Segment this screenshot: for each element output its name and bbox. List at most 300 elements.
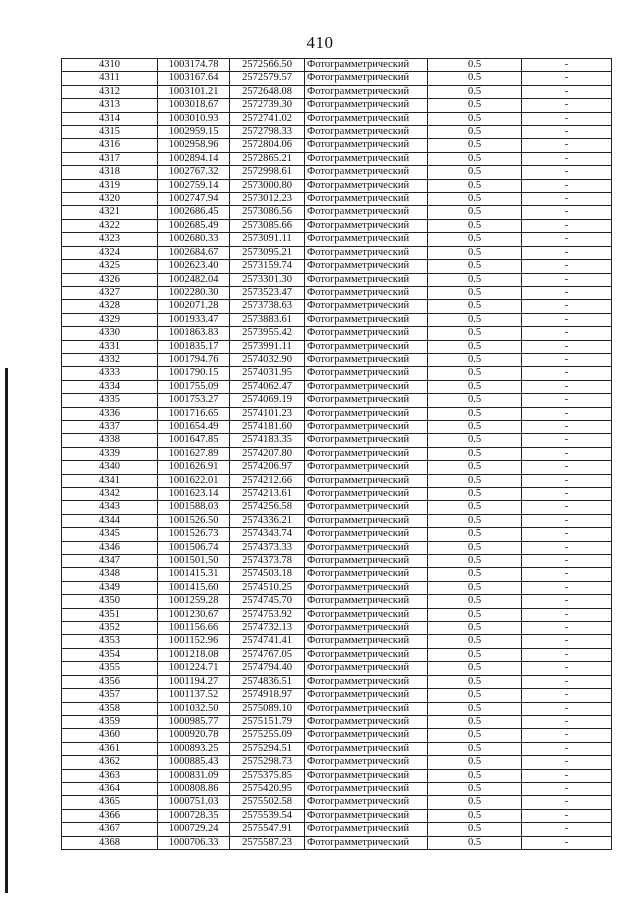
x-coordinate-cell: 1002623.40 <box>158 260 230 273</box>
y-coordinate-cell: 2574836.51 <box>230 675 305 688</box>
point-number-cell: 4366 <box>62 809 158 822</box>
y-coordinate-cell: 2574206.97 <box>230 461 305 474</box>
method-cell: Фотограмметрический <box>305 555 428 568</box>
margin-scan-bar <box>5 368 8 893</box>
method-cell: Фотограмметрический <box>305 233 428 246</box>
accuracy-cell: 0.5 <box>428 112 522 125</box>
table-row <box>62 139 612 152</box>
y-coordinate-cell: 2574745.70 <box>230 595 305 608</box>
y-coordinate-cell: 2572798.33 <box>230 126 305 139</box>
point-number-cell: 4331 <box>62 340 158 353</box>
x-coordinate-cell: 1000893.25 <box>158 742 230 755</box>
x-coordinate-cell: 1003010.93 <box>158 112 230 125</box>
point-number-cell: 4341 <box>62 474 158 487</box>
method-cell: Фотограмметрический <box>305 836 428 849</box>
y-coordinate-cell: 2573086.56 <box>230 206 305 219</box>
note-cell: - <box>522 380 612 393</box>
accuracy-cell: 0.5 <box>428 233 522 246</box>
point-number-cell: 4323 <box>62 233 158 246</box>
x-coordinate-cell: 1001218.08 <box>158 648 230 661</box>
note-cell: - <box>522 595 612 608</box>
table-row <box>62 769 612 782</box>
coordinates-table <box>61 58 612 850</box>
table-row <box>62 595 612 608</box>
method-cell: Фотограмметрический <box>305 715 428 728</box>
method-cell: Фотограмметрический <box>305 622 428 635</box>
accuracy-cell: 0.5 <box>428 139 522 152</box>
method-cell: Фотограмметрический <box>305 85 428 98</box>
point-number-cell: 4320 <box>62 193 158 206</box>
note-cell: - <box>522 488 612 501</box>
y-coordinate-cell: 2574032.90 <box>230 353 305 366</box>
x-coordinate-cell: 1001224.71 <box>158 662 230 675</box>
x-coordinate-cell: 1001194.27 <box>158 675 230 688</box>
method-cell: Фотограмметрический <box>305 756 428 769</box>
note-cell: - <box>522 742 612 755</box>
point-number-cell: 4338 <box>62 434 158 447</box>
point-number-cell: 4316 <box>62 139 158 152</box>
point-number-cell: 4346 <box>62 541 158 554</box>
table-row <box>62 555 612 568</box>
note-cell: - <box>522 608 612 621</box>
table-row <box>62 327 612 340</box>
table-row <box>62 233 612 246</box>
y-coordinate-cell: 2574213.61 <box>230 488 305 501</box>
accuracy-cell: 0.5 <box>428 622 522 635</box>
method-cell: Фотограмметрический <box>305 689 428 702</box>
y-coordinate-cell: 2573000.80 <box>230 179 305 192</box>
table-row <box>62 742 612 755</box>
point-number-cell: 4328 <box>62 300 158 313</box>
table-row <box>62 581 612 594</box>
x-coordinate-cell: 1001230.67 <box>158 608 230 621</box>
point-number-cell: 4358 <box>62 702 158 715</box>
y-coordinate-cell: 2572998.61 <box>230 166 305 179</box>
table-row <box>62 260 612 273</box>
point-number-cell: 4356 <box>62 675 158 688</box>
y-coordinate-cell: 2574183.35 <box>230 434 305 447</box>
accuracy-cell: 0.5 <box>428 420 522 433</box>
y-coordinate-cell: 2574336.21 <box>230 514 305 527</box>
method-cell: Фотограмметрический <box>305 514 428 527</box>
note-cell: - <box>522 622 612 635</box>
point-number-cell: 4368 <box>62 836 158 849</box>
x-coordinate-cell: 1001794.76 <box>158 353 230 366</box>
method-cell: Фотограмметрический <box>305 59 428 72</box>
point-number-cell: 4361 <box>62 742 158 755</box>
method-cell: Фотограмметрический <box>305 581 428 594</box>
y-coordinate-cell: 2573523.47 <box>230 286 305 299</box>
table-row <box>62 99 612 112</box>
point-number-cell: 4340 <box>62 461 158 474</box>
note-cell: - <box>522 823 612 836</box>
note-cell: - <box>522 300 612 313</box>
point-number-cell: 4365 <box>62 796 158 809</box>
point-number-cell: 4325 <box>62 260 158 273</box>
x-coordinate-cell: 1000985.77 <box>158 715 230 728</box>
accuracy-cell: 0.5 <box>428 59 522 72</box>
y-coordinate-cell: 2572865.21 <box>230 152 305 165</box>
table-row <box>62 380 612 393</box>
point-number-cell: 4360 <box>62 729 158 742</box>
y-coordinate-cell: 2573012.23 <box>230 193 305 206</box>
x-coordinate-cell: 1002686.45 <box>158 206 230 219</box>
y-coordinate-cell: 2574069.19 <box>230 394 305 407</box>
y-coordinate-cell: 2574062.47 <box>230 380 305 393</box>
accuracy-cell: 0.5 <box>428 246 522 259</box>
note-cell: - <box>522 769 612 782</box>
point-number-cell: 4317 <box>62 152 158 165</box>
accuracy-cell: 0.5 <box>428 447 522 460</box>
y-coordinate-cell: 2572739.30 <box>230 99 305 112</box>
accuracy-cell: 0.5 <box>428 501 522 514</box>
x-coordinate-cell: 1002482.04 <box>158 273 230 286</box>
x-coordinate-cell: 1003167.64 <box>158 72 230 85</box>
table-row <box>62 635 612 648</box>
accuracy-cell: 0.5 <box>428 367 522 380</box>
y-coordinate-cell: 2575547.91 <box>230 823 305 836</box>
x-coordinate-cell: 1003018.67 <box>158 99 230 112</box>
y-coordinate-cell: 2574373.33 <box>230 541 305 554</box>
accuracy-cell: 0.5 <box>428 581 522 594</box>
y-coordinate-cell: 2574753.92 <box>230 608 305 621</box>
point-number-cell: 4311 <box>62 72 158 85</box>
note-cell: - <box>522 528 612 541</box>
point-number-cell: 4327 <box>62 286 158 299</box>
accuracy-cell: 0.5 <box>428 595 522 608</box>
note-cell: - <box>522 313 612 326</box>
point-number-cell: 4367 <box>62 823 158 836</box>
accuracy-cell: 0.5 <box>428 273 522 286</box>
y-coordinate-cell: 2572566.50 <box>230 59 305 72</box>
accuracy-cell: 0.5 <box>428 179 522 192</box>
accuracy-cell: 0.5 <box>428 702 522 715</box>
method-cell: Фотограмметрический <box>305 72 428 85</box>
accuracy-cell: 0.5 <box>428 675 522 688</box>
method-cell: Фотограмметрический <box>305 420 428 433</box>
x-coordinate-cell: 1001647.85 <box>158 434 230 447</box>
method-cell: Фотограмметрический <box>305 313 428 326</box>
point-number-cell: 4319 <box>62 179 158 192</box>
y-coordinate-cell: 2573991.11 <box>230 340 305 353</box>
x-coordinate-cell: 1000729.24 <box>158 823 230 836</box>
table-row <box>62 541 612 554</box>
table-row <box>62 394 612 407</box>
point-number-cell: 4362 <box>62 756 158 769</box>
note-cell: - <box>522 434 612 447</box>
point-number-cell: 4310 <box>62 59 158 72</box>
x-coordinate-cell: 1000808.86 <box>158 782 230 795</box>
x-coordinate-cell: 1002759.14 <box>158 179 230 192</box>
accuracy-cell: 0.5 <box>428 662 522 675</box>
point-number-cell: 4332 <box>62 353 158 366</box>
table-row <box>62 179 612 192</box>
point-number-cell: 4333 <box>62 367 158 380</box>
y-coordinate-cell: 2575539.54 <box>230 809 305 822</box>
method-cell: Фотограмметрический <box>305 662 428 675</box>
note-cell: - <box>522 327 612 340</box>
accuracy-cell: 0.5 <box>428 152 522 165</box>
x-coordinate-cell: 1003174.78 <box>158 59 230 72</box>
method-cell: Фотограмметрический <box>305 246 428 259</box>
y-coordinate-cell: 2573301.30 <box>230 273 305 286</box>
method-cell: Фотограмметрический <box>305 461 428 474</box>
x-coordinate-cell: 1002280.30 <box>158 286 230 299</box>
x-coordinate-cell: 1001415.31 <box>158 568 230 581</box>
point-number-cell: 4322 <box>62 219 158 232</box>
y-coordinate-cell: 2574212.66 <box>230 474 305 487</box>
point-number-cell: 4343 <box>62 501 158 514</box>
point-number-cell: 4326 <box>62 273 158 286</box>
accuracy-cell: 0.5 <box>428 608 522 621</box>
y-coordinate-cell: 2574373.78 <box>230 555 305 568</box>
point-number-cell: 4336 <box>62 407 158 420</box>
note-cell: - <box>522 715 612 728</box>
method-cell: Фотограмметрический <box>305 300 428 313</box>
y-coordinate-cell: 2573883.61 <box>230 313 305 326</box>
table-row <box>62 367 612 380</box>
method-cell: Фотограмметрический <box>305 139 428 152</box>
method-cell: Фотограмметрический <box>305 407 428 420</box>
y-coordinate-cell: 2574732.13 <box>230 622 305 635</box>
x-coordinate-cell: 1002680.33 <box>158 233 230 246</box>
accuracy-cell: 0.5 <box>428 353 522 366</box>
y-coordinate-cell: 2573091.11 <box>230 233 305 246</box>
method-cell: Фотограмметрический <box>305 675 428 688</box>
accuracy-cell: 0.5 <box>428 796 522 809</box>
note-cell: - <box>522 675 612 688</box>
table-row <box>62 675 612 688</box>
point-number-cell: 4334 <box>62 380 158 393</box>
y-coordinate-cell: 2573159.74 <box>230 260 305 273</box>
x-coordinate-cell: 1001588.03 <box>158 501 230 514</box>
page-number: 410 <box>306 33 334 52</box>
note-cell: - <box>522 353 612 366</box>
x-coordinate-cell: 1002684.67 <box>158 246 230 259</box>
x-coordinate-cell: 1003101.21 <box>158 85 230 98</box>
y-coordinate-cell: 2575089.10 <box>230 702 305 715</box>
method-cell: Фотограмметрический <box>305 635 428 648</box>
table-row <box>62 461 612 474</box>
table-row <box>62 474 612 487</box>
table-row <box>62 273 612 286</box>
table-row <box>62 823 612 836</box>
note-cell: - <box>522 166 612 179</box>
method-cell: Фотограмметрический <box>305 796 428 809</box>
note-cell: - <box>522 59 612 72</box>
method-cell: Фотограмметрический <box>305 729 428 742</box>
point-number-cell: 4363 <box>62 769 158 782</box>
y-coordinate-cell: 2574101.23 <box>230 407 305 420</box>
method-cell: Фотограмметрический <box>305 273 428 286</box>
x-coordinate-cell: 1000751.03 <box>158 796 230 809</box>
accuracy-cell: 0.5 <box>428 193 522 206</box>
accuracy-cell: 0.5 <box>428 126 522 139</box>
table-row <box>62 715 612 728</box>
note-cell: - <box>522 809 612 822</box>
table-row <box>62 85 612 98</box>
point-number-cell: 4354 <box>62 648 158 661</box>
accuracy-cell: 0.5 <box>428 85 522 98</box>
point-number-cell: 4347 <box>62 555 158 568</box>
point-number-cell: 4345 <box>62 528 158 541</box>
x-coordinate-cell: 1002959.15 <box>158 126 230 139</box>
accuracy-cell: 0.5 <box>428 434 522 447</box>
y-coordinate-cell: 2573085.66 <box>230 219 305 232</box>
accuracy-cell: 0.5 <box>428 407 522 420</box>
note-cell: - <box>522 662 612 675</box>
method-cell: Фотограмметрический <box>305 782 428 795</box>
method-cell: Фотограмметрический <box>305 112 428 125</box>
method-cell: Фотограмметрический <box>305 394 428 407</box>
accuracy-cell: 0.5 <box>428 461 522 474</box>
note-cell: - <box>522 260 612 273</box>
y-coordinate-cell: 2573738.63 <box>230 300 305 313</box>
table-row <box>62 434 612 447</box>
point-number-cell: 4312 <box>62 85 158 98</box>
point-number-cell: 4348 <box>62 568 158 581</box>
table-row <box>62 353 612 366</box>
note-cell: - <box>522 179 612 192</box>
method-cell: Фотограмметрический <box>305 166 428 179</box>
table-row <box>62 59 612 72</box>
point-number-cell: 4359 <box>62 715 158 728</box>
note-cell: - <box>522 635 612 648</box>
x-coordinate-cell: 1001526.73 <box>158 528 230 541</box>
table-row <box>62 622 612 635</box>
point-number-cell: 4318 <box>62 166 158 179</box>
y-coordinate-cell: 2572741.02 <box>230 112 305 125</box>
table-row <box>62 72 612 85</box>
y-coordinate-cell: 2574510.25 <box>230 581 305 594</box>
note-cell: - <box>522 126 612 139</box>
method-cell: Фотограмметрический <box>305 648 428 661</box>
x-coordinate-cell: 1000920.78 <box>158 729 230 742</box>
accuracy-cell: 0.5 <box>428 689 522 702</box>
point-number-cell: 4315 <box>62 126 158 139</box>
x-coordinate-cell: 1000728.35 <box>158 809 230 822</box>
method-cell: Фотограмметрический <box>305 367 428 380</box>
point-number-cell: 4349 <box>62 581 158 594</box>
note-cell: - <box>522 367 612 380</box>
y-coordinate-cell: 2573955.42 <box>230 327 305 340</box>
point-number-cell: 4357 <box>62 689 158 702</box>
note-cell: - <box>522 193 612 206</box>
y-coordinate-cell: 2574181.60 <box>230 420 305 433</box>
y-coordinate-cell: 2574031.95 <box>230 367 305 380</box>
note-cell: - <box>522 219 612 232</box>
x-coordinate-cell: 1000831.09 <box>158 769 230 782</box>
method-cell: Фотограмметрический <box>305 206 428 219</box>
point-number-cell: 4350 <box>62 595 158 608</box>
table-row <box>62 126 612 139</box>
x-coordinate-cell: 1000706.33 <box>158 836 230 849</box>
note-cell: - <box>522 233 612 246</box>
table-row <box>62 193 612 206</box>
table-row <box>62 702 612 715</box>
table-row <box>62 313 612 326</box>
table-row <box>62 836 612 849</box>
method-cell: Фотограмметрический <box>305 809 428 822</box>
table-row <box>62 514 612 527</box>
accuracy-cell: 0.5 <box>428 729 522 742</box>
table-row <box>62 488 612 501</box>
note-cell: - <box>522 782 612 795</box>
method-cell: Фотограмметрический <box>305 126 428 139</box>
note-cell: - <box>522 340 612 353</box>
accuracy-cell: 0.5 <box>428 715 522 728</box>
y-coordinate-cell: 2572648.08 <box>230 85 305 98</box>
y-coordinate-cell: 2575502.58 <box>230 796 305 809</box>
accuracy-cell: 0.5 <box>428 514 522 527</box>
x-coordinate-cell: 1002685.49 <box>158 219 230 232</box>
y-coordinate-cell: 2572579.57 <box>230 72 305 85</box>
accuracy-cell: 0.5 <box>428 782 522 795</box>
x-coordinate-cell: 1002894.14 <box>158 152 230 165</box>
table-row <box>62 608 612 621</box>
accuracy-cell: 0.5 <box>428 260 522 273</box>
method-cell: Фотограмметрический <box>305 474 428 487</box>
x-coordinate-cell: 1001501.50 <box>158 555 230 568</box>
note-cell: - <box>522 273 612 286</box>
table-row <box>62 528 612 541</box>
table-row <box>62 219 612 232</box>
accuracy-cell: 0.5 <box>428 568 522 581</box>
table-row <box>62 809 612 822</box>
y-coordinate-cell: 2574343.74 <box>230 528 305 541</box>
y-coordinate-cell: 2574794.40 <box>230 662 305 675</box>
x-coordinate-cell: 1001526.50 <box>158 514 230 527</box>
point-number-cell: 4330 <box>62 327 158 340</box>
note-cell: - <box>522 99 612 112</box>
note-cell: - <box>522 407 612 420</box>
note-cell: - <box>522 420 612 433</box>
x-coordinate-cell: 1002958.96 <box>158 139 230 152</box>
accuracy-cell: 0.5 <box>428 380 522 393</box>
accuracy-cell: 0.5 <box>428 313 522 326</box>
accuracy-cell: 0.5 <box>428 166 522 179</box>
method-cell: Фотограмметрический <box>305 447 428 460</box>
point-number-cell: 4321 <box>62 206 158 219</box>
table-row <box>62 796 612 809</box>
method-cell: Фотограмметрический <box>305 501 428 514</box>
accuracy-cell: 0.5 <box>428 300 522 313</box>
x-coordinate-cell: 1002071.28 <box>158 300 230 313</box>
method-cell: Фотограмметрический <box>305 260 428 273</box>
x-coordinate-cell: 1002747.94 <box>158 193 230 206</box>
method-cell: Фотограмметрический <box>305 219 428 232</box>
y-coordinate-cell: 2573095.21 <box>230 246 305 259</box>
x-coordinate-cell: 1001863.83 <box>158 327 230 340</box>
table-row <box>62 782 612 795</box>
y-coordinate-cell: 2574256.58 <box>230 501 305 514</box>
y-coordinate-cell: 2575294.51 <box>230 742 305 755</box>
x-coordinate-cell: 1001933.47 <box>158 313 230 326</box>
point-number-cell: 4353 <box>62 635 158 648</box>
note-cell: - <box>522 796 612 809</box>
method-cell: Фотограмметрический <box>305 568 428 581</box>
x-coordinate-cell: 1001753.27 <box>158 394 230 407</box>
point-number-cell: 4342 <box>62 488 158 501</box>
x-coordinate-cell: 1001835.17 <box>158 340 230 353</box>
accuracy-cell: 0.5 <box>428 72 522 85</box>
table-row <box>62 648 612 661</box>
x-coordinate-cell: 1001790.15 <box>158 367 230 380</box>
note-cell: - <box>522 568 612 581</box>
method-cell: Фотограмметрический <box>305 193 428 206</box>
x-coordinate-cell: 1001755.09 <box>158 380 230 393</box>
x-coordinate-cell: 1001622.01 <box>158 474 230 487</box>
